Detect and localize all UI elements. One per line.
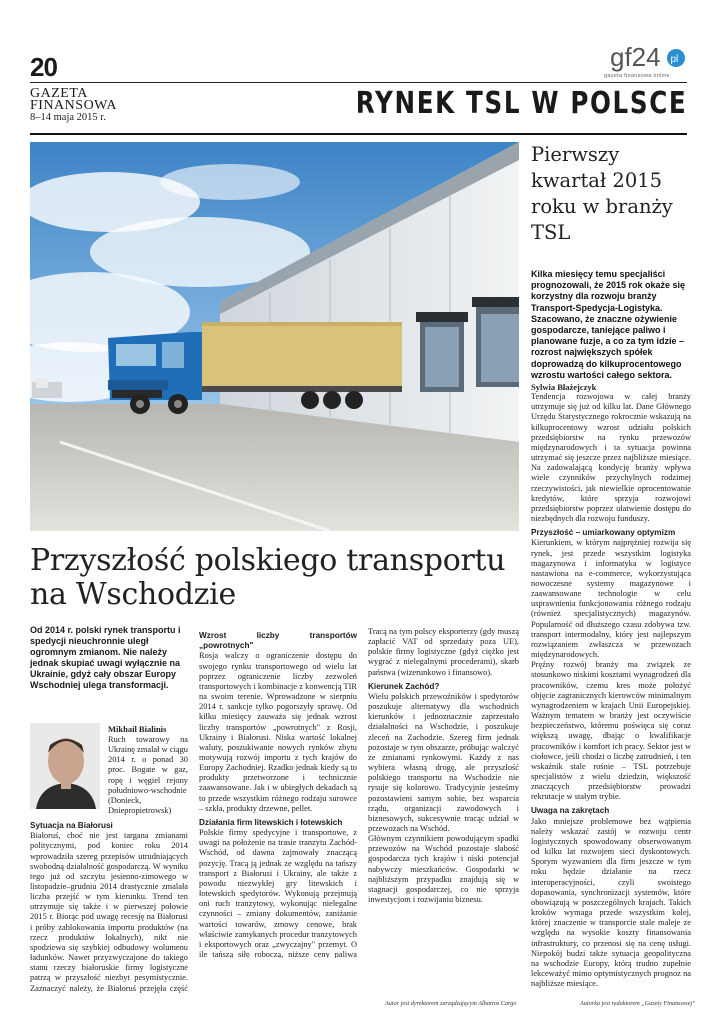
page-number: 20 — [30, 52, 57, 82]
masthead-line1: GAZETA — [30, 86, 88, 101]
main-article-column-2 — [199, 627, 357, 958]
side-article-lead: Kilka miesięcy temu specjaliści prognozowali, że 2015 rok okaże się korzystny dla rozwoju branży Transport-Spedycja-Logistyka. Szacowano, że znaczne ożywienie gospodarcze, taniejące paliwo i planowane fuzje, a co za tym idzie – rozrost największych spółek doprowadzą do kilkuprocentowego wzrostu wartości całego sektora. — [531, 269, 686, 380]
section-rule — [30, 133, 687, 135]
header-rule — [30, 82, 687, 83]
side-article-paragraph: Pręźny rozwój branży ma związek ze stosunkowo niskimi kosztami wynagrodzeń dla pracowników, czemu kres może położyć objęcie zagranicznych kierowców minimalnym wynagrodzeniem w krajach Unii Europejskiej. Ważnym tematem w branży jest oczywiście bezpieczeństwo, któremu poświęca się coraz większą uwagę, dbając o kwalifikacje pracowników i komfort ich pracy. Sektor jest w ciołowce, jeśli chodzi o liczbę zatrudnień, i ten wskaźnik stale rośnie – TSL potrzebuje specjalistów z wielu dziedzin, większość znaczących przedsiębiorstw prowadzi rekrutacje w stałym trybie. — [531, 660, 691, 802]
main-article-paragraph: Rosja walczy o ograniczenie dostępu do swojego rynku transportowego od wielu lat poprzez ograniczenie liczby zezwoleń transportowych i kombinacje z konwencją TIR na swoim terenie. Wprowadzone w sierpniu 2014 r. sankcje tylko pogorszyły sprawę. Od kilku miesięcy zauważa się jednak wzrost liczby transportów „powrotnych" z Rosji, Ukrainy i Białorusi. Niska wartość lokalnej waluty, poszukiwanie nowych rynków zbytu motywują rozwój importu z tych krajów do Europy Zachodniej. Rzadko jednak kiedy są to produkty przetworzone i technicznie zaawansowane. Jak i w ubiegłych dekadach są to przede wszystkim różnego rodzaju surowce – szkła, produkty drzewne, pellet. — [199, 651, 357, 813]
side-article-paragraph: Tendencja rozwojowa w całej branży utrzymuje się już od kilku lat. Dane Głównego Urzędu Statystycznego rokrocznie wskazują na kilkuprocentowy wzrost udziału polskich przedsiębiorstw na rynku przewozów międzynarodowych i ta sytuacja powinna utrzymać się jeszcze przez najbliższe miesiące. Na zadowalającą kondycję branży wpływa wiele czynników przychylnych rodzimej rzeczywistości, jak niewielkie oprocentowanie kredytów, które sprzyja rozwojowi przedsiębiorstw poprzez ułatwienie dostępu do niezbędnych dla rozwoju funduszy. — [531, 392, 691, 524]
side-article-subheading: Uwaga na zakrętach — [531, 806, 610, 816]
side-article-author: Sylwia Błażejczyk — [531, 382, 597, 392]
side-article-footnote: Autorka jest redaktorem „Gazety Finansowej" — [580, 1000, 695, 1007]
masthead — [30, 88, 117, 124]
main-article-paragraph: Wielu polskich przewoźników i spedytorów poszukuje alternatywy dla wschodnich kierunków i jednoznacznie zaprzestało działalności na Wschodzie, i poszukuje zleceń na Zachodzie. Szereg firm jednak pozostaje w tym obszarze, próbując walczyć ze zmianami rynkowymi. Każdy z nas wybiera własną drogę, ale przyszłość polskiego transportu na Wschodzie nie rysuje się kolorowo. Tradycyjnie jesteśmy pozostawieni samym sobie, bez wsparcia rządu, organizacji zawodowych i biznesowych, sukcesywnie tracąc udział w przewozach na Wschód. — [368, 691, 519, 834]
main-article-subheading: Kierunek Zachód? — [368, 681, 440, 691]
masthead-line2: FINANSOWA — [30, 98, 117, 113]
main-article-paragraph: Głównym czynnikiem powodującym spadki przewozów na Wschód pozostaje słabość gospodarcza tych krajów i niski potencjał nabywczy mieszkańców. Gospodarki w najbliższym przypadku znajdują się w stagnacji gospodarczej, co nie sprzyja inwestycjom i rozwijaniu biznesu. — [368, 834, 519, 905]
section-title: RYNEK TSL W POLSCE — [355, 86, 687, 121]
main-article-intro-block — [108, 724, 188, 734]
side-article-title: Pierwszy kwartał 2015 roku w branży TSL — [531, 143, 673, 244]
author-photo — [30, 723, 100, 809]
side-article-subheading: Przyszłość – umiarkowany optymizm — [531, 528, 676, 538]
main-article-subheading: Działania firm litewskich i łotewskich — [199, 817, 343, 827]
main-article-author: Mikhail Bialinis — [108, 724, 167, 734]
main-article-title: Przyszłość polskiego transportu na Wschodzie — [30, 543, 506, 612]
side-article-body — [531, 382, 691, 989]
main-article-paragraph: Białoruś, choć nie jest targana zmianami politycznymi, pod koniec roku 2014 wprowadziła szereg przepisów utrudniających swobodną działalność gospodarczą. W wyniku tego już od szczytu jesienno-zimowego w listopadzie–grudniu 2014 drastycznie zmalała liczba przejść w tym kierunku. Trend ten utrzymuje się także i w pierwszej połowie 2015 r. Biorąc pod uwagę recesję na Białorusi i próby zablokowania importu produktów (na rzecz produktów lokalnych), nikt nie spodziewa się szybkiej odbudowy wolumenu ładunków. Nawet przyzwyczajone do takiego stanu rzeczy białoruskie firmy logistyczne patrzą w przyszłość niezbyt pesymistycznie. Zaznaczyć należy, że Białoruś przejęła część — [30, 831, 188, 993]
main-article-footnote: Autor jest dyrektorem zarządzającym Albatros Cargo — [385, 1000, 517, 1007]
main-article-subheading: Wzrost liczby transportów „powrotnych" — [199, 631, 357, 651]
side-article-paragraph: Kierunkiem, w którym najprężniej rozwija się rynek, jest przede wszystkim logistyka magazynowa i informatyka w logistyce nastawiona na e-commerce, wykorzystująca nowoczesne systemy magazynowe i zaawansowane technologie w celu usprawnienia funkcjonowania różnego rodzaju (również specjalistycznych) magazynów. Popularność od dłuższego czasu zdobywa tzw. transport intermodalny, który jest najlepszym rozwiązaniem zwłaszcza w przewozach międzynarodowych. — [531, 538, 691, 660]
main-article-lead: Od 2014 r. polski rynek transportu i spedycji nieuchronnie uległ ogromnym zmianom. Nie należy jednak skupiać uwagi wyłącznie na Ukrainie, gdyż cały obszar Europy Wschodniej ulega transformacji. — [30, 625, 181, 690]
main-article-paragraph: Tracą na tym polscy eksporterzy (gdy muszą zapłacić VAT od sprzedaży poza UE), polskie firmy logistyczne (gdyż ciężko jest wygrać z nielegalnymi procederami), skarb państwa (wizerunkowo i finansowo). — [368, 627, 519, 677]
main-article-paragraph: Ruch towarowy na Ukrainę zmalał w ciągu 2014 r. o ponad 30 proc. Bogate w gaz, ropę i węgiel rejony południowo-wschodnie (Donieck, Dniepropietrowsk) — [108, 735, 188, 815]
logo-suffix: pl — [670, 54, 679, 65]
main-article-column-1 — [30, 817, 188, 993]
hero-photo-truck-warehouse — [30, 142, 519, 531]
main-article-column-3 — [368, 627, 519, 905]
logo-text: gf24 — [610, 42, 661, 72]
main-article-intro — [108, 735, 188, 815]
logo-subtitle: gazeta finansowa online — [604, 73, 670, 79]
main-article-paragraph: Polskie firmy spedycyjne i transportowe, z uwagi na położenie na trasie tranzytu Zachód-Wschód, od dawna zajmowały znaczącą pozycję. Tracą ją jednak ze względu na tańszy transport z Białorusi i Ukrainy, ale także z powodu niezwykłej gry litewskich i łotewskich spedytorów. Wykonują przejmują oni ruch tranzytowy, wykonując nielegalne czynności – zmiany dokumentów, zaniżanie wartości towarów, zmowy cenowe, brak właściwie zamykanych procedur tranzytowych i eksportowych oraz „zwyczajny" przemyt. O ile tańszą siłę roboczą, niższe ceny paliwa — [199, 828, 357, 959]
main-article-subheading: Sytuacja na Białorusi — [30, 821, 113, 830]
side-article-paragraph: Jako mniejsze problemowe bez wątpienia należy wskazać zastój w rozwoju centr logistycznych spowodowany obserwowanym od kilku lat rozwojem sieci dyskontowych. Sporym wyzwaniem dla firm jeszcze w tym roku będzie działanie na rzecz interoperacyjności, czyli swoistego dopasowania, synchronizacji systemów, które obowiązują w poszczególnych krajach. Takich kroków wymaga przede wszystkim kolej, której znaczenie w transporcie stale maleje ze względu na wysokie koszty finansowania infrastruktury, co przenosi się na cenę usługi. Niepokój budzi także sytuacja geopolityczna na wschodzie Europy, którą trudno zupełnie lekceważyć mimo optymistycznych prognoz na najbliższe miesiące. — [531, 816, 691, 989]
issue-date: 8–14 maja 2015 r. — [30, 112, 106, 123]
